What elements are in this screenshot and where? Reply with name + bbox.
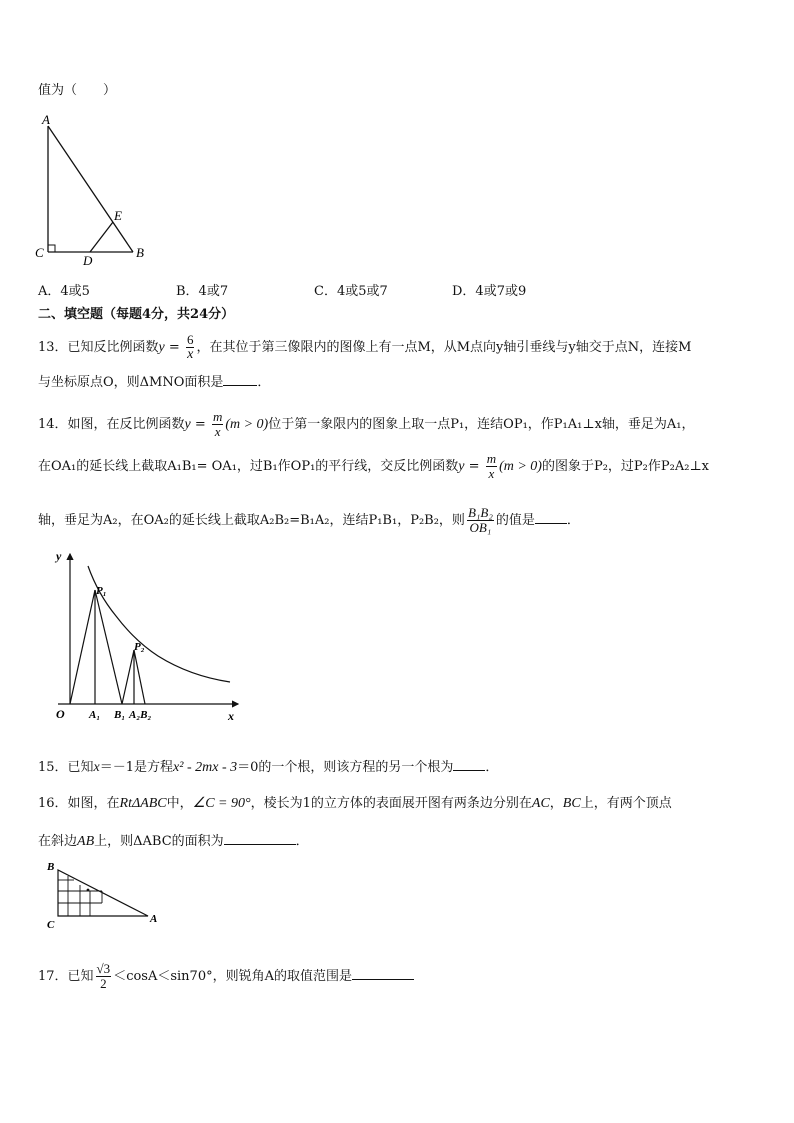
- q14-label-o: O: [56, 707, 65, 721]
- q12-label-b: B: [136, 245, 144, 260]
- q12-tail: 值为（ ）: [38, 83, 117, 98]
- q16-answer-blank[interactable]: [224, 832, 296, 845]
- q12-label-d: D: [83, 253, 93, 267]
- q12-option-d[interactable]: D．4或7或9: [452, 284, 527, 299]
- q12-label-e: E: [114, 208, 122, 223]
- q14-line1: 14．如图，在反比例函数y = $\frac{m}{x}$ (m > 0)位于第一象限内的图象上取一点P₁，连结OP₁，作P₁A₁⊥x轴，垂足为A₁，: [38, 409, 695, 439]
- q14-label-a1: A₁: [89, 709, 101, 721]
- q17-line: 17．已知 $\frac{√3}{2}$ ＜cosA＜sin70°，则锐角A的取值范围是: [38, 962, 414, 991]
- q12-triangle-figure: [30, 112, 160, 267]
- q13-line2: 与坐标原点O，则ΔMNO面积是 ．: [38, 375, 271, 390]
- q14-hyperbola-figure: [40, 546, 250, 726]
- q13-answer-blank[interactable]: [223, 373, 257, 386]
- q12-option-b[interactable]: B．4或7: [176, 284, 229, 299]
- q12-label-c: C: [35, 245, 44, 260]
- q14-line3: 轴，垂足为A₂，在OA₂的延长线上截取A₂B₂=B₁A₂，连结P₁B₁，P₂B₂，则 $\frac{\text{B₁B₂}}{\text{OB₁}}$ 的值是 ．: [38, 505, 580, 535]
- q16-line1: 16．如图，在RtΔABC中，∠C = 90°，棱长为1的立方体的表面展开图有两条边分别在AC，BC上，有两个顶点: [38, 796, 672, 811]
- q16-line2: 在斜边AB上，则ΔABC的面积为 ．: [38, 834, 309, 849]
- q13-line1: 13．已知反比例函数y = $\frac{6}{x}$ ，在其位于第三像限内的图像上有一点M，从M点向y轴引垂线与y轴交于点N，连接M: [38, 332, 692, 362]
- q17-answer-blank[interactable]: [352, 967, 414, 980]
- q14-answer-blank[interactable]: [535, 511, 567, 524]
- q14-label-y: y: [56, 549, 62, 563]
- q16-label-b: B: [47, 861, 55, 873]
- q16-label-a: A: [150, 913, 158, 925]
- q12-option-c[interactable]: C．4或5或7: [314, 284, 388, 299]
- q12-label-a: A: [42, 112, 50, 127]
- q16-label-c: C: [47, 919, 55, 931]
- q12-option-a[interactable]: A．4或5: [38, 284, 90, 299]
- q14-label-b1: B₁: [114, 709, 126, 721]
- q13-fraction: $\frac{6}{x}$: [186, 332, 194, 362]
- q14-label-p2: P₂: [134, 641, 145, 653]
- section-heading: 二、填空题（每题4分，共24分）: [38, 307, 235, 322]
- q15-answer-blank[interactable]: [453, 758, 485, 771]
- q16-cube-net-figure: [44, 860, 174, 932]
- q14-label-x: x: [228, 709, 234, 723]
- q15-line: 15．已知x＝－1是方程x² - 2mx - 3＝0的一个根，则该方程的另一个根为 ．: [38, 760, 499, 775]
- q14-line2: 在OA₁的延长线上截取A₁B₁= OA₁，过B₁作OP₁的平行线，交反比例函数y = $\frac{m}{x}$ (m > 0)的图象于P₂，过P₂作P₂A₂⊥x: [38, 451, 710, 481]
- q14-label-a2b2: A₂B₂: [129, 709, 152, 721]
- q14-label-p1: P₁: [96, 585, 107, 597]
